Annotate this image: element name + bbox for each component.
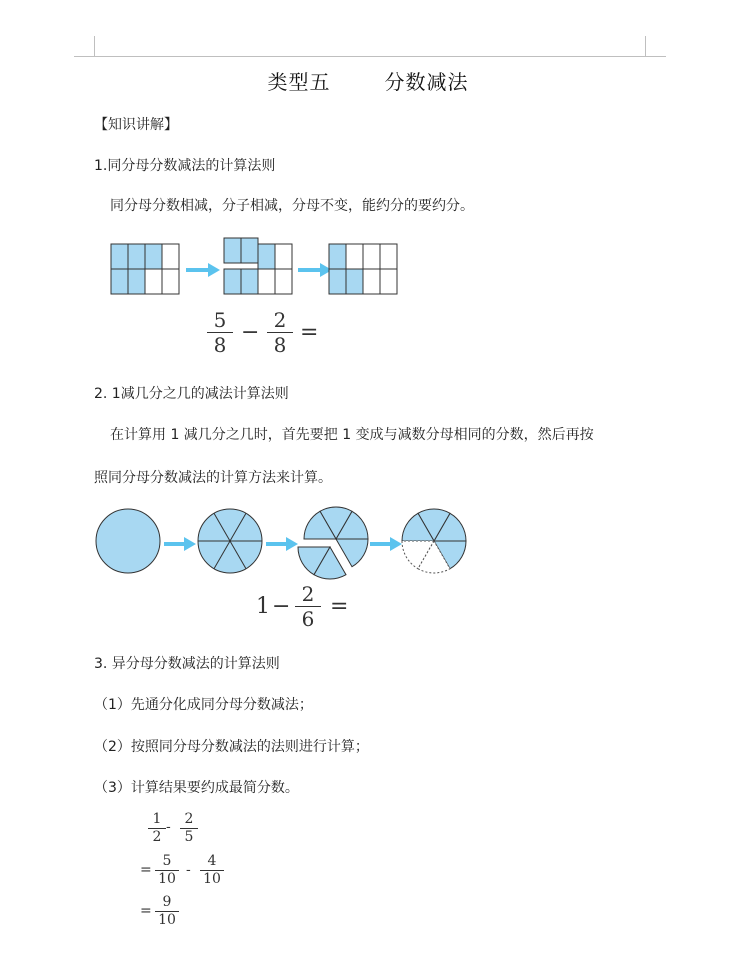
title-right: 分数减法 [384,70,469,94]
pie-remaining [402,509,466,573]
pie-figure [90,502,474,588]
cell [241,269,258,294]
s1-heading: 1.同分母分数减法的计算法则 [94,158,276,174]
cell [275,269,292,294]
minus-sign: - [186,862,191,878]
crop-mark-left [94,36,95,56]
fraction-1-2: 1 2 [148,811,166,846]
pie-six-slices [198,509,262,573]
grid-middle [224,238,292,294]
crop-mark-right [645,36,646,56]
fraction-9-10: 9 10 [155,894,179,929]
grid-end [329,244,397,294]
crop-mark-right-h [646,56,666,57]
cell [329,269,346,294]
section-header: 【知识讲解】 [94,117,178,133]
fraction-2-6: 2 6 [295,582,321,631]
cell [346,269,363,294]
cell [363,244,380,269]
cell [224,269,241,294]
number-one: 1 [256,594,270,619]
removed-slices [298,547,346,579]
fraction-2-8: 2 8 [267,308,293,357]
fraction-5-10: 5 10 [155,853,179,888]
cell [258,269,275,294]
minus-sign: − [241,320,260,345]
s3-step3: （3）计算结果要约成最简分数。 [94,780,299,796]
s1-rule: 同分母分数相减，分子相减，分母不变，能约分的要约分。 [110,198,474,214]
arrow-right-icon [186,263,220,277]
cell [128,269,145,294]
cell [380,269,397,294]
title-left: 类型五 [267,70,331,94]
equals-sign: = [300,320,319,345]
cell-removed [241,238,258,263]
s3-heading: 3. 异分母分数减法的计算法则 [94,656,280,672]
arrow-right-icon [164,537,196,551]
s2-line1: 在计算用 1 减几分之几时，首先要把 1 变成与减数分母相同的分数，然后再按 [110,427,594,443]
cell [329,244,346,269]
cell [258,244,275,269]
s2-line2: 照同分母分数减法的计算方法来计算。 [94,470,332,486]
cell [128,244,145,269]
equals-sign: = [140,862,152,878]
cell [363,269,380,294]
page-title [0,66,736,95]
grid-start [111,244,179,294]
s2-heading: 2. 1减几分之几的减法计算法则 [94,386,289,402]
arrow-right-icon [298,263,332,277]
fraction-5-8: 5 8 [207,308,233,357]
equals-sign: = [140,903,152,919]
minus-sign: - [166,819,171,835]
arrow-right-icon [370,537,402,551]
arrow-right-icon [266,537,298,551]
cell [380,244,397,269]
cell [346,244,363,269]
cell [145,269,162,294]
cell [162,244,179,269]
cell [111,244,128,269]
header-rule [94,56,646,57]
minus-sign: − [272,594,291,619]
pie-slices-removed [298,507,368,579]
s3-step1: （1）先通分化成同分母分数减法； [94,697,313,713]
fraction-2-5: 2 5 [180,811,198,846]
cell-removed [224,238,241,263]
fraction-4-10: 4 10 [200,853,224,888]
cell [275,244,292,269]
equals-sign: = [330,594,349,619]
grid-figure [108,236,400,300]
cell [145,244,162,269]
cell [111,269,128,294]
crop-mark-left-h [74,56,94,57]
whole-circle [96,509,160,573]
cell [162,269,179,294]
s3-step2: （2）按照同分母分数减法的法则进行计算； [94,739,369,755]
